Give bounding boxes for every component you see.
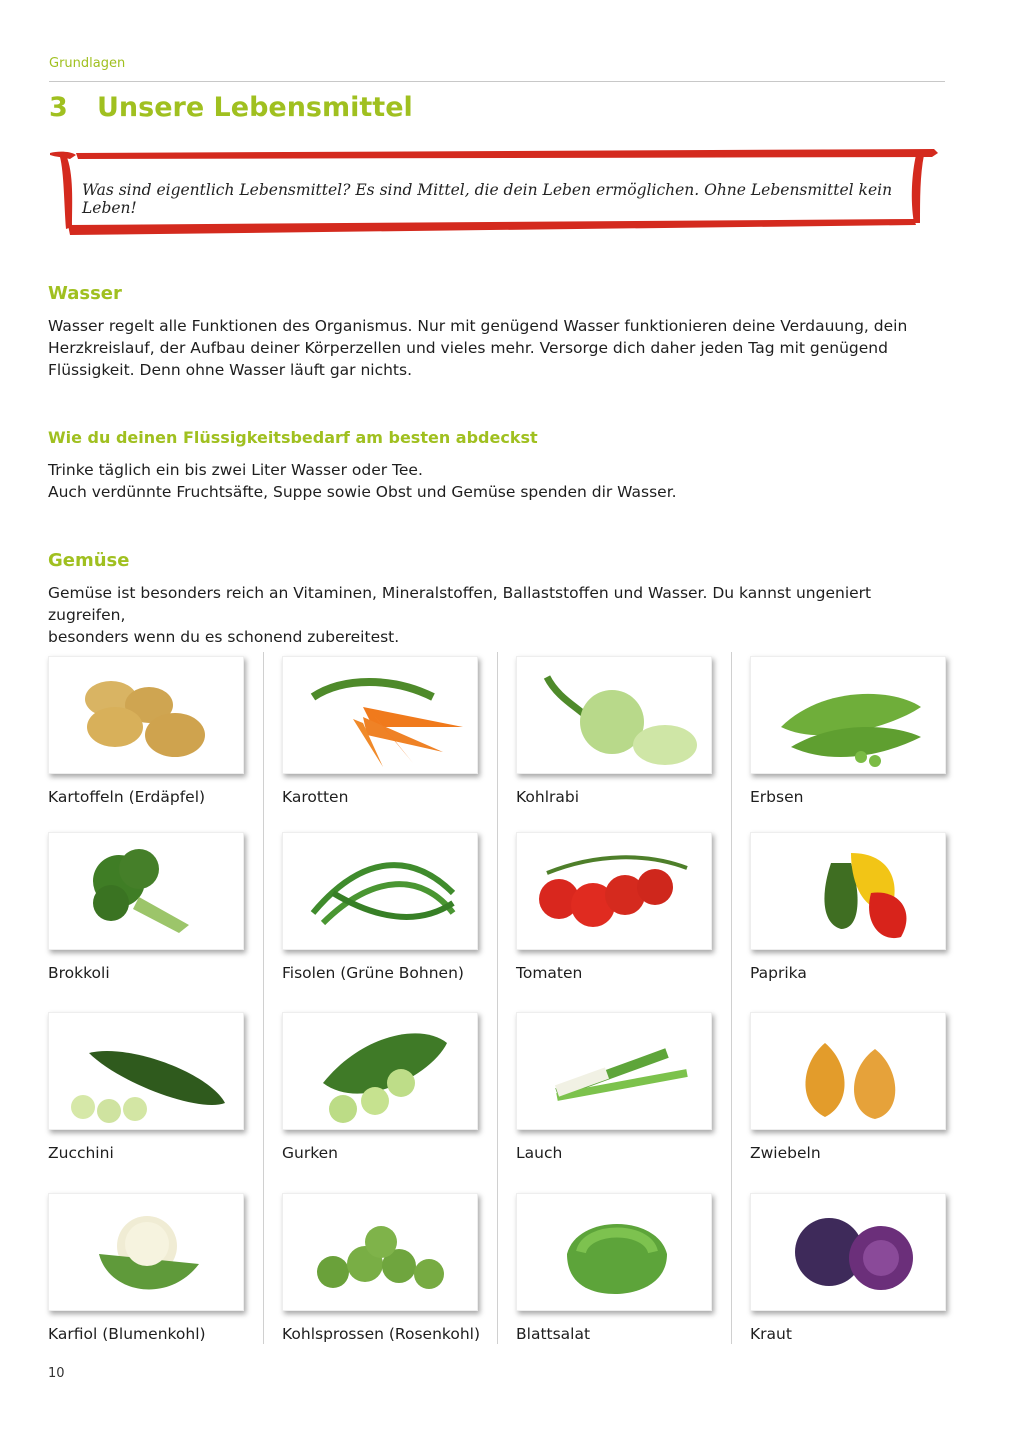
vegetable-card bbox=[516, 832, 712, 982]
chapter-title bbox=[49, 92, 413, 123]
vegetable-card bbox=[516, 656, 712, 806]
banner-text: Was sind eigentlich Lebensmittel? Es sind Mittel, die dein Leben ermöglichen. Ohne Lebensmittel kein Leben! bbox=[82, 181, 893, 217]
vegetable-card bbox=[750, 656, 946, 806]
intro-banner bbox=[48, 143, 942, 239]
gemuese-line-2: besonders wenn du es schonend zubereitest. bbox=[48, 628, 400, 646]
peas-icon bbox=[750, 656, 946, 774]
vegetable-card bbox=[282, 656, 478, 806]
column-divider bbox=[497, 652, 498, 1344]
vegetable-label: Blattsalat bbox=[516, 1325, 591, 1343]
potato-icon bbox=[48, 656, 244, 774]
heading-fluessigkeitsbedarf: Wie du deinen Flüssigkeitsbedarf am besten abdeckst bbox=[48, 428, 538, 447]
vegetable-card bbox=[48, 832, 244, 982]
vegetable-label: Kartoffeln (Erdäpfel) bbox=[48, 788, 206, 806]
heading-wasser: Wasser bbox=[48, 283, 122, 304]
cauliflower-icon bbox=[48, 1193, 244, 1311]
header-rule bbox=[49, 81, 945, 82]
vegetable-label: Zucchini bbox=[48, 1144, 114, 1162]
vegetable-label: Paprika bbox=[750, 964, 807, 982]
gemuese-line-1: Gemüse ist besonders reich an Vitaminen, Mineralstoffen, Ballaststoffen und Wasser. Du kannst ungeniert zugreifen, bbox=[48, 584, 872, 624]
vegetable-label: Gurken bbox=[282, 1144, 338, 1162]
chapter-number: 3 bbox=[49, 92, 68, 123]
column-divider bbox=[731, 652, 732, 1344]
vegetable-label: Erbsen bbox=[750, 788, 804, 806]
column-divider bbox=[263, 652, 264, 1344]
carrot-icon bbox=[282, 656, 478, 774]
vegetable-label: Karotten bbox=[282, 788, 349, 806]
vegetable-label: Brokkoli bbox=[48, 964, 110, 982]
lettuce-icon bbox=[516, 1193, 712, 1311]
vegetable-card bbox=[750, 832, 946, 982]
fluessig-line-2: Auch verdünnte Fruchtsäfte, Suppe sowie Obst und Gemüse spenden dir Wasser. bbox=[48, 483, 677, 501]
vegetable-label: Zwiebeln bbox=[750, 1144, 821, 1162]
vegetable-label: Kohlsprossen (Rosenkohl) bbox=[282, 1325, 480, 1343]
brussels-sprouts-icon bbox=[282, 1193, 478, 1311]
vegetable-card bbox=[516, 1193, 712, 1343]
pepper-icon bbox=[750, 832, 946, 950]
kohlrabi-icon bbox=[516, 656, 712, 774]
zucchini-icon bbox=[48, 1012, 244, 1130]
heading-gemuese: Gemüse bbox=[48, 550, 130, 571]
cucumber-icon bbox=[282, 1012, 478, 1130]
vegetable-label: Kraut bbox=[750, 1325, 792, 1343]
vegetable-card bbox=[516, 1012, 712, 1162]
vegetable-card bbox=[48, 1193, 244, 1343]
vegetable-label: Kohlrabi bbox=[516, 788, 580, 806]
vegetable-grid bbox=[48, 652, 948, 1352]
vegetable-label: Lauch bbox=[516, 1144, 563, 1162]
paragraph-fluessigkeitsbedarf bbox=[48, 459, 948, 503]
paragraph-gemuese bbox=[48, 582, 948, 648]
vegetable-card bbox=[282, 1193, 478, 1343]
leek-icon bbox=[516, 1012, 712, 1130]
fluessig-line-1: Trinke täglich ein bis zwei Liter Wasser oder Tee. bbox=[48, 461, 423, 479]
chapter-title-text: Unsere Lebensmittel bbox=[97, 92, 413, 123]
running-head: Grundlagen bbox=[49, 56, 126, 71]
green-beans-icon bbox=[282, 832, 478, 950]
vegetable-card bbox=[48, 1012, 244, 1162]
vegetable-label: Fisolen (Grüne Bohnen) bbox=[282, 964, 464, 982]
paragraph-wasser: Wasser regelt alle Funktionen des Organismus. Nur mit genügend Wasser funktionieren deine Verdauung, dein Herzkreislauf, der Aufbau deiner Körperzellen und vieles mehr. Versorge dich daher jeden Tag mit genügend Flüssigkeit. Denn ohne Wasser läuft gar nichts. bbox=[48, 317, 908, 379]
vegetable-card bbox=[750, 1012, 946, 1162]
vegetable-card bbox=[750, 1193, 946, 1343]
vegetable-card bbox=[48, 656, 244, 806]
page-number: 10 bbox=[48, 1366, 65, 1381]
onion-icon bbox=[750, 1012, 946, 1130]
broccoli-icon bbox=[48, 832, 244, 950]
vegetable-card bbox=[282, 1012, 478, 1162]
vegetable-label: Karfiol (Blumenkohl) bbox=[48, 1325, 206, 1343]
red-cabbage-icon bbox=[750, 1193, 946, 1311]
vegetable-label: Tomaten bbox=[516, 964, 583, 982]
vegetable-card bbox=[282, 832, 478, 982]
tomato-icon bbox=[516, 832, 712, 950]
